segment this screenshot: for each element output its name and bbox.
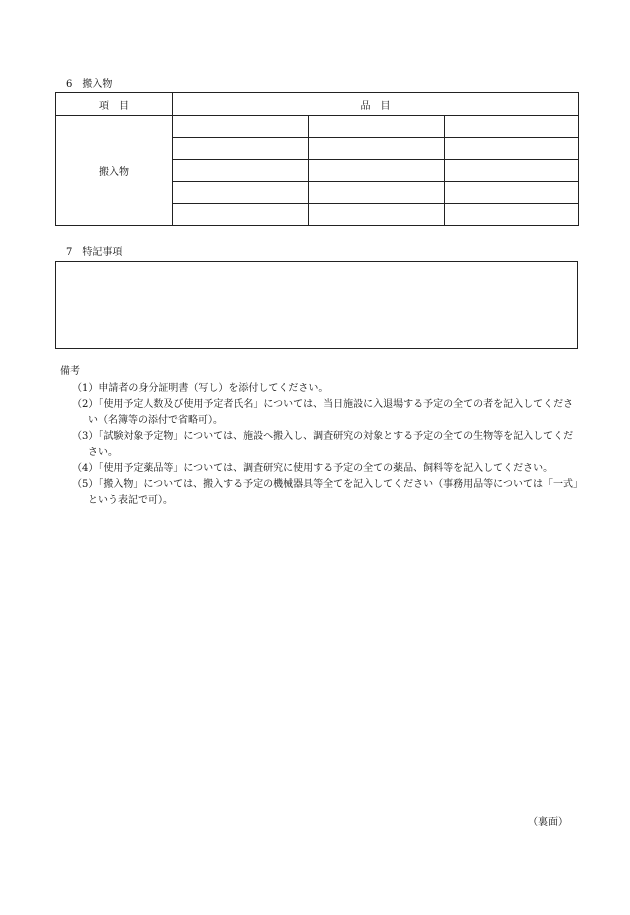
remark-item: （5）「搬入物」については、搬入する予定の機械器具等全てを記入してください（事務用品等については「一式」という表記で可）。 [72, 479, 578, 506]
section7-heading: 7 特記事項 [66, 247, 123, 258]
header-item: 項 目 [56, 93, 173, 116]
item-cell[interactable] [445, 160, 579, 182]
section6-heading: 6 搬入物 [66, 79, 113, 90]
item-cell[interactable] [309, 204, 445, 226]
remark-item: （1）申請者の身分証明書（写し）を添付してください。 [72, 383, 329, 394]
item-cell[interactable] [309, 116, 445, 138]
header-product-name: 品 目 [173, 93, 579, 116]
row-label-carry-in: 搬入物 [56, 116, 173, 226]
special-notes-box[interactable] [55, 261, 578, 349]
item-cell[interactable] [445, 204, 579, 226]
remarks-list [72, 381, 578, 509]
remarks-heading: 備考 [60, 366, 80, 377]
item-cell[interactable] [309, 182, 445, 204]
item-cell[interactable] [173, 182, 309, 204]
item-cell[interactable] [309, 138, 445, 160]
item-cell[interactable] [173, 160, 309, 182]
remark-item: （3）「試験対象予定物」については、施設へ搬入し、調査研究の対象とする予定の全ての生物等を記入してください。 [72, 431, 574, 458]
table-row [56, 116, 579, 138]
item-cell[interactable] [445, 138, 579, 160]
item-cell[interactable] [173, 138, 309, 160]
remark-item: （4）「使用予定薬品等」については、調査研究に使用する予定の全ての薬品、飼料等を記入してください。 [72, 463, 554, 474]
page-side-label: （裏面） [528, 817, 568, 828]
item-cell[interactable] [173, 204, 309, 226]
item-cell[interactable] [445, 182, 579, 204]
carry-in-items-table [55, 92, 579, 226]
remark-item: （2）「使用予定人数及び使用予定者氏名」については、当日施設に入退場する予定の全ての者を記入してください（名簿等の添付で省略可）。 [72, 399, 574, 426]
table-header-row [56, 93, 579, 116]
item-cell[interactable] [309, 160, 445, 182]
item-cell[interactable] [173, 116, 309, 138]
item-cell[interactable] [445, 116, 579, 138]
